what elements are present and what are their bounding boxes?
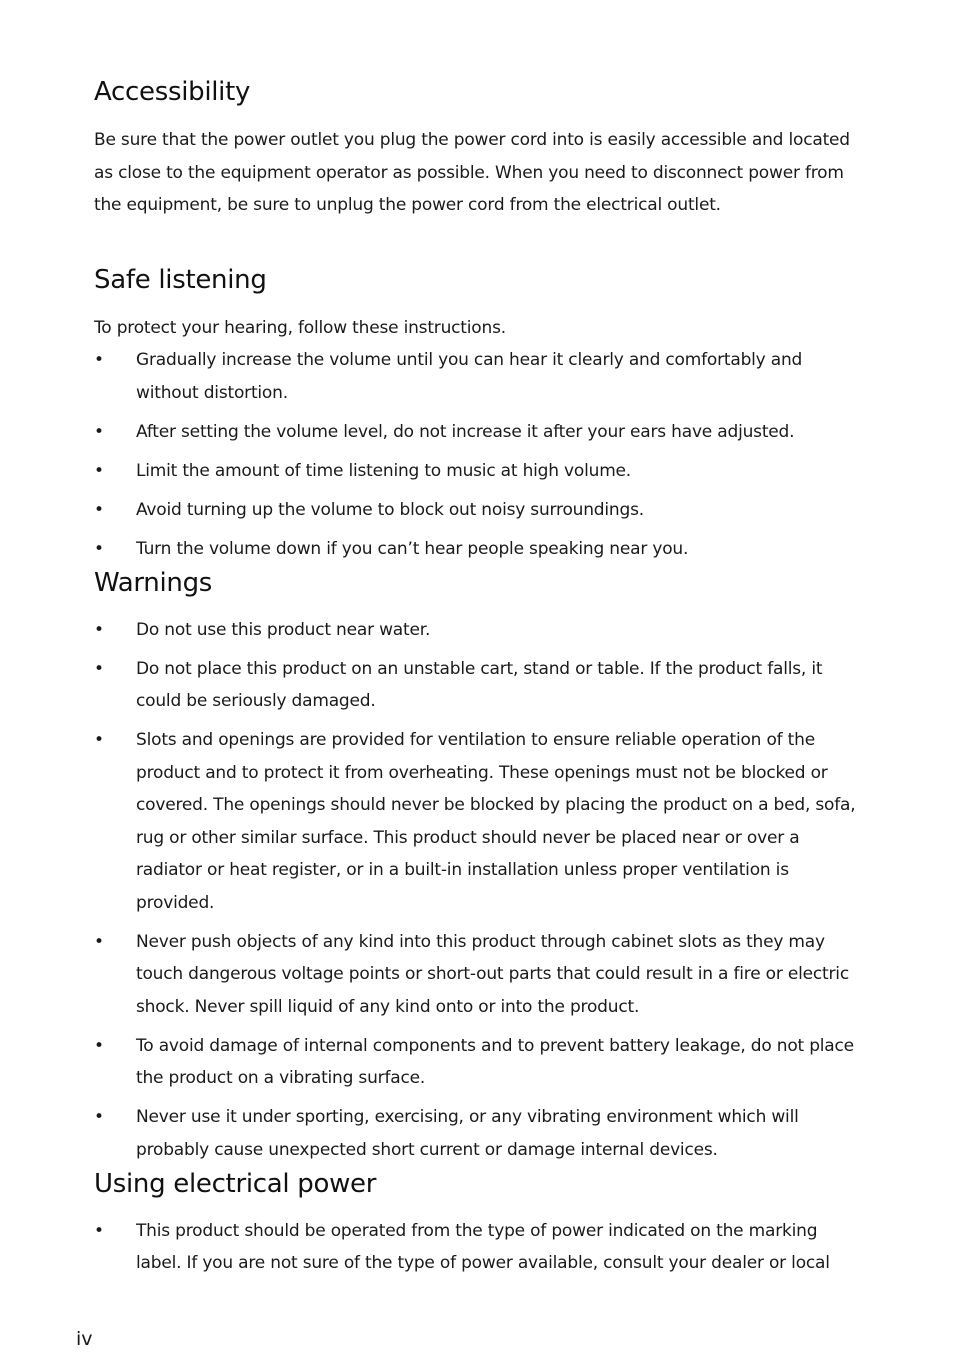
list-item-text: To avoid damage of internal components and to prevent battery leakage, do not place the product on a vibrating surface.: [136, 1035, 854, 1088]
list-item-text: Do not place this product on an unstable cart, stand or table. If the product falls, it could be seriously damaged.: [136, 658, 823, 711]
bullet-icon: •: [94, 1107, 104, 1127]
section-heading: Warnings: [94, 567, 213, 598]
page-number: iv: [76, 1328, 93, 1350]
bullet-list: [94, 344, 864, 565]
list-item: [94, 653, 864, 718]
bullet-icon: •: [94, 1220, 104, 1241]
section-using-electrical-power: [94, 1164, 864, 1280]
list-item-text: Limit the amount of time listening to music at high volume.: [136, 460, 632, 481]
list-item: [94, 533, 864, 566]
list-item-text: This product should be operated from the type of power indicated on the marking label. If you are not sure of the type of power available, consult your dealer or local: [136, 1220, 830, 1273]
bullet-icon: •: [94, 538, 104, 559]
bullet-icon: •: [94, 730, 104, 750]
list-item-text: Avoid turning up the volume to block out noisy surroundings.: [136, 499, 644, 520]
section-heading: Using electrical power: [94, 1168, 377, 1199]
list-item-text: Never use it under sporting, exercising, or any vibrating environment which will probably cause unexpected short current or damage internal devices.: [136, 1107, 799, 1160]
bullet-list: [94, 1215, 864, 1280]
list-item-text: Never push objects of any kind into this product through cabinet slots as they may touch dangerous voltage points or short-out parts that could result in a fire or electric shock. Never spill liquid of any kind onto or into the product.: [136, 931, 849, 1017]
bullet-icon: •: [94, 658, 104, 679]
list-item-text: Slots and openings are provided for ventilation to ensure reliable operation of the product and to protect it from overheating. These openings must not be blocked or covered. The openings should never be blocked by placing the product on a bed, sofa, rug or other similar surface. This product should never be placed near or over a radiator or heat register, or in a built-in installation unless proper ventilation is provided.: [136, 730, 856, 913]
list-item: [94, 614, 864, 647]
document-body: [94, 72, 864, 1286]
list-item-text: After setting the volume level, do not increase it after your ears have adjusted.: [136, 421, 795, 442]
section-heading: Accessibility: [94, 77, 251, 107]
bullet-icon: •: [94, 499, 104, 520]
list-item: [94, 455, 864, 488]
bullet-icon: •: [94, 1035, 104, 1056]
list-item-text: Do not use this product near water.: [136, 619, 431, 640]
section-intro: To protect your hearing, follow these instructions.: [94, 317, 506, 338]
section-paragraph: Be sure that the power outlet you plug the power cord into is easily accessible and located as close to the equipment operator as possible. When you need to disconnect power from the equipment, be sure to unplug the power cord from the electrical outlet.: [94, 130, 850, 215]
section-heading: Safe listening: [94, 264, 267, 295]
list-item: [94, 926, 864, 1024]
bullet-icon: •: [94, 619, 104, 640]
section-warnings: [94, 563, 864, 1167]
section-accessibility: [94, 72, 864, 222]
list-item-text: Turn the volume down if you can’t hear people speaking near you.: [136, 538, 689, 559]
list-item: [94, 1215, 864, 1280]
bullet-icon: •: [94, 350, 104, 370]
list-item: [94, 416, 864, 449]
bullet-icon: •: [94, 931, 104, 952]
list-item: [94, 1030, 864, 1095]
bullet-icon: •: [94, 460, 104, 481]
bullet-list: [94, 614, 864, 1167]
list-item: [94, 494, 864, 527]
list-item: [94, 344, 864, 409]
list-item: [94, 724, 864, 919]
list-item: [94, 1101, 864, 1166]
list-item-text: Gradually increase the volume until you can hear it clearly and comfortably and without distortion.: [136, 350, 803, 403]
bullet-icon: •: [94, 421, 104, 442]
section-safe-listening: [94, 260, 864, 566]
